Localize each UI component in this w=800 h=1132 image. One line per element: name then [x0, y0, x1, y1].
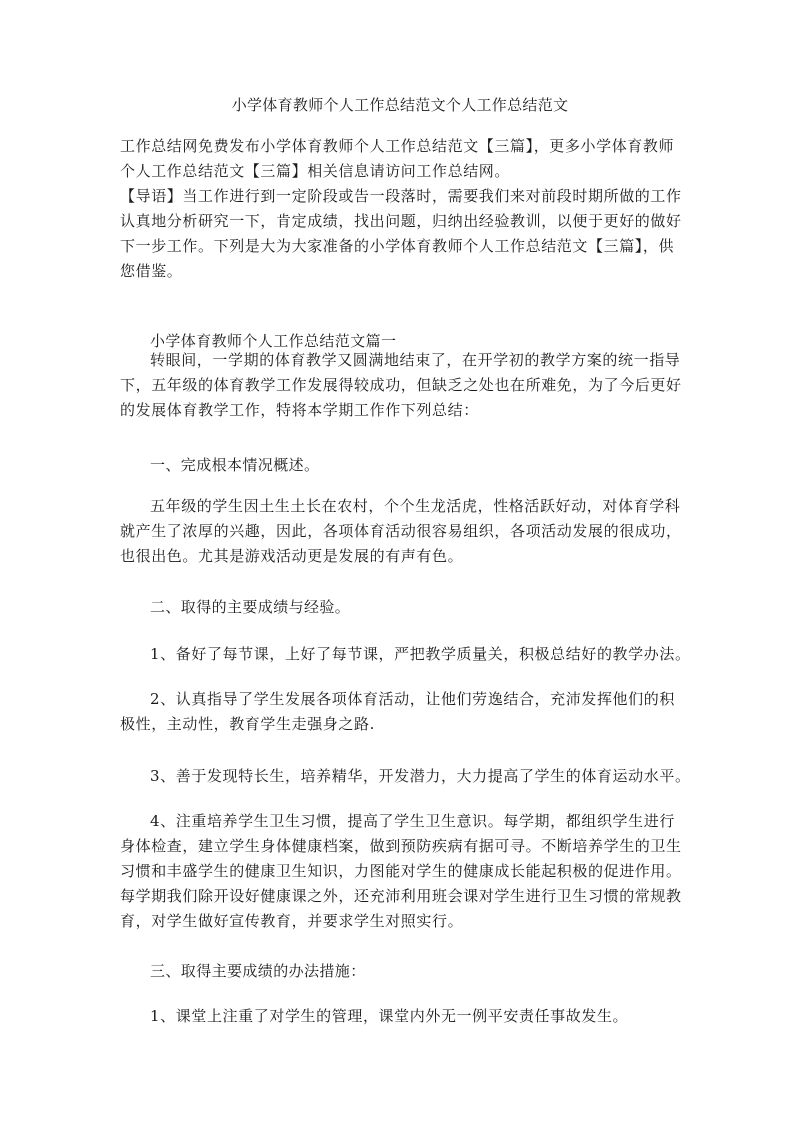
section-3-title: 三、取得主要成绩的办法措施： [150, 962, 366, 980]
section-2-title: 二、取得的主要成绩与经验。 [150, 598, 351, 616]
section-1-paragraph: 五年级的学生因土生土长在农村，个个生龙活虎，性格活跃好动，对体育学科就产生了浓厚的兴趣，因此，各项体育活动很容易组织，各项活动发展的很成功，也很出色。尤其是游戏活动更是发展的有声有色。 [120, 497, 682, 565]
section-1-title: 一、完成根本情况概述。 [150, 456, 320, 474]
section-3-item-1: 1、课堂上注重了对学生的管理，课堂内外无一例平安责任事故发生。 [150, 1007, 629, 1025]
intro-lead: 【导语】当工作进行到一定阶段或告一段落时，需要我们来对前段时期所做的工作认真地分析研究一下，肯定成绩，找出问题，归纳出经验教训，以便于更好的做好下一步工作。下列是大为大家准备的小学体育教师个人工作总结范文【三篇】，供您借鉴。 [120, 187, 682, 280]
section-2-item-3: 3、善于发现特长生，培养精华，开发潜力，大力提高了学生的体育运动水平。 [150, 767, 691, 785]
section-2-item-4: 4、注重培养学生卫生习惯，提高了学生卫生意识。每学期，都组织学生进行身体检查，建立学生身体健康档案，做到预防疾病有据可寻。不断培养学生的卫生习惯和丰盛学生的健康卫生知识，力图能对学生的健康成长能起积极的促进作用。每学期我们除开设好健康课之外，还充沛利用班会课对学生进行卫生习惯的常规教育，对学生做好宣传教育，并要求学生对照实行。 [120, 812, 682, 930]
article-heading: 小学体育教师个人工作总结范文篇一 [150, 332, 397, 350]
section-2-item-1: 1、备好了每节课，上好了每节课，严把教学质量关，积极总结好的教学办法。 [150, 645, 691, 663]
section-2-item-2: 2、认真指导了学生发展各项体育活动，让他们劳逸结合，充沛发挥他们的积极性，主动性，教育学生走强身之路. [120, 690, 675, 733]
intro-source-note: 工作总结网免费发布小学体育教师个人工作总结范文【三篇】，更多小学体育教师个人工作总结范文【三篇】相关信息请访问工作总结网。 [120, 137, 675, 180]
opening-paragraph: 转眼间，一学期的体育教学又圆满地结束了，在开学初的教学方案的统一指导下，五年级的体育教学工作发展得较成功，但缺乏之处也在所难免，为了今后更好的发展体育教学工作，特将本学期工作作下列总结： [120, 351, 682, 419]
intro-block [120, 134, 682, 284]
document-title: 小学体育教师个人工作总结范文个人工作总结范文 [231, 96, 569, 114]
